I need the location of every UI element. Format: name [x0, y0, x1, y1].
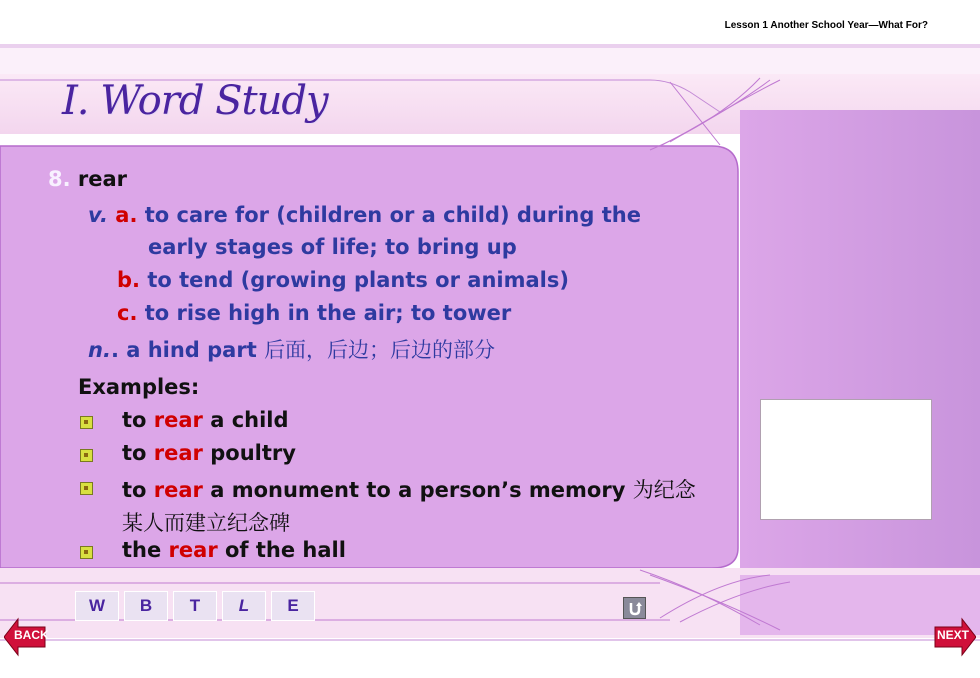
next-button[interactable]: [934, 617, 976, 657]
nav-button-t[interactable]: T: [173, 591, 217, 621]
image-placeholder: [760, 399, 932, 520]
return-button[interactable]: [623, 597, 646, 619]
entry-number: 8.: [48, 167, 71, 191]
sense-c-letter: c.: [117, 301, 138, 325]
nav-button-e[interactable]: E: [271, 591, 315, 621]
example-item: the rear of the hall: [122, 538, 346, 562]
nav-button-b[interactable]: B: [124, 591, 168, 621]
example-item: to rear poultry: [122, 441, 296, 465]
sense-c-text: to rise high in the air; to tower: [144, 301, 512, 325]
bullet-icon: [80, 482, 93, 495]
return-icon: [627, 600, 643, 616]
entry-word: rear: [77, 167, 128, 191]
verb-sense-a: [88, 203, 641, 227]
sense-b-letter: b.: [117, 268, 141, 292]
noun-sense: [88, 334, 495, 364]
sense-b-text: to tend (growing plants or animals): [147, 268, 569, 292]
back-label: BACK: [14, 628, 49, 642]
sense-a-text-2: early stages of life; to bring up: [148, 235, 517, 259]
nav-button-w[interactable]: W: [75, 591, 119, 621]
example-item-cn: 某人而建立纪念碑: [122, 511, 290, 535]
page-title: I. Word Study: [62, 78, 328, 124]
bullet-icon: [80, 416, 93, 429]
next-label: NEXT: [937, 628, 970, 642]
bullet-icon: [80, 449, 93, 462]
bullet-icon: [80, 546, 93, 559]
example-item: to rear a child: [122, 408, 289, 432]
example-item: to rear a monument to a person’s memory 为纪念: [122, 478, 696, 502]
lesson-header: Lesson 1 Another School Year—What For?: [724, 20, 928, 31]
nav-button-l[interactable]: L: [222, 591, 266, 621]
verb-sense-c: [117, 301, 511, 325]
sense-a-text-1: to care for (children or a child) during the: [144, 203, 641, 227]
verb-pos: v.: [88, 203, 108, 227]
verb-sense-b: [117, 268, 569, 292]
noun-definition: . a hind part: [110, 338, 257, 362]
noun-definition-cn: 后面，后边；后边的部分: [264, 338, 496, 362]
noun-pos: n.: [88, 338, 111, 362]
sense-a-letter: a.: [115, 203, 138, 227]
examples-heading: Examples:: [78, 375, 200, 399]
back-button[interactable]: [4, 617, 49, 657]
entry-headword: [48, 167, 127, 191]
